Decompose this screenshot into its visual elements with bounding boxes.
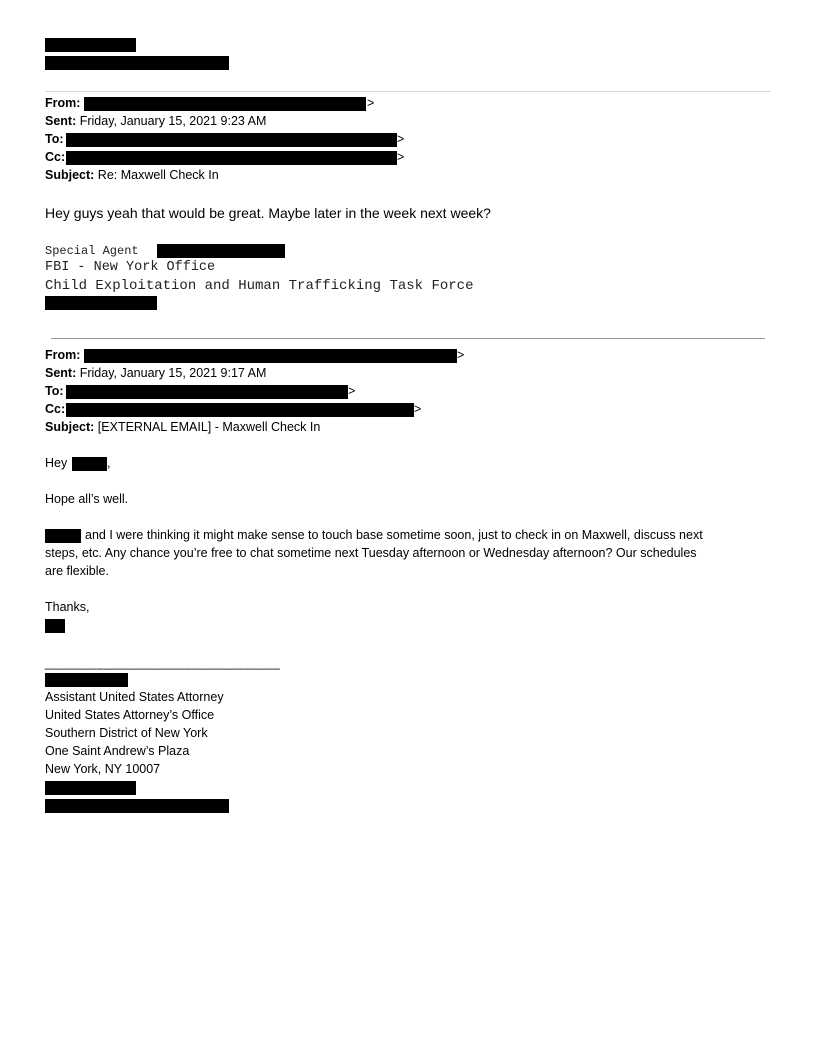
greeting-text: Hey bbox=[45, 456, 68, 470]
redacted-sender-initials bbox=[45, 619, 65, 633]
from-tail: > bbox=[367, 96, 375, 110]
redacted-colleague-name bbox=[45, 529, 81, 543]
signature-task-force: Child Exploitation and Human Trafficking Task Force bbox=[45, 278, 474, 294]
redacted-phone bbox=[45, 781, 136, 795]
cc-label: Cc: bbox=[45, 150, 66, 164]
redacted-email bbox=[45, 799, 229, 813]
orig-from-row bbox=[45, 346, 80, 364]
paragraph-line-2: steps, etc. Any chance you’re free to chat sometime next Tuesday afternoon or Wednesday afternoon? Our schedules bbox=[45, 546, 697, 560]
to-tail: > bbox=[348, 384, 356, 398]
paragraph-line-1: and I were thinking it might make sense to touch base sometime soon, just to check in on Maxwell, discuss next bbox=[85, 528, 703, 542]
from-label: From: bbox=[45, 96, 81, 110]
signature-title: Special Agent bbox=[45, 244, 139, 258]
to-tail: > bbox=[397, 132, 405, 146]
subject-value: [EXTERNAL EMAIL] - Maxwell Check In bbox=[97, 420, 321, 434]
greeting-tail: , bbox=[107, 456, 111, 470]
cc-tail: > bbox=[414, 402, 422, 416]
reply-cc-row bbox=[45, 148, 65, 166]
header-divider bbox=[45, 91, 771, 92]
cc-label: Cc: bbox=[45, 402, 66, 416]
hope-line: Hope all’s well. bbox=[45, 492, 129, 506]
sig-line: Assistant United States Attorney bbox=[45, 690, 224, 704]
signature-office: FBI - New York Office bbox=[45, 260, 216, 275]
orig-sent-row bbox=[45, 364, 266, 382]
redacted-from-address bbox=[84, 349, 457, 363]
sig-line: United States Attorney’s Office bbox=[45, 708, 215, 722]
redacted-to-address bbox=[66, 385, 348, 399]
to-label: To: bbox=[45, 132, 64, 146]
redacted-sender-name bbox=[45, 673, 128, 687]
paragraph-line-3: are flexible. bbox=[45, 564, 109, 578]
message-divider bbox=[51, 338, 765, 339]
redacted-cc-address bbox=[66, 151, 397, 165]
subject-value: Re: Maxwell Check In bbox=[97, 168, 219, 182]
redacted-to-address bbox=[66, 133, 397, 147]
reply-to-row bbox=[45, 130, 64, 148]
redacted-signature-contact bbox=[45, 296, 157, 310]
sig-line: New York, NY 10007 bbox=[45, 762, 161, 776]
redacted-email-header bbox=[45, 56, 229, 70]
reply-sent-row bbox=[45, 112, 266, 130]
sent-value: Friday, January 15, 2021 9:23 AM bbox=[79, 114, 267, 128]
sig-line: Southern District of New York bbox=[45, 726, 208, 740]
orig-cc-row bbox=[45, 400, 65, 418]
redacted-from-address bbox=[84, 97, 366, 111]
redacted-name-header bbox=[45, 38, 136, 52]
from-tail: > bbox=[457, 348, 465, 362]
sent-label: Sent: bbox=[45, 366, 77, 380]
orig-to-row bbox=[45, 382, 64, 400]
subject-label: Subject: bbox=[45, 168, 95, 182]
from-label: From: bbox=[45, 348, 81, 362]
sent-value: Friday, January 15, 2021 9:17 AM bbox=[79, 366, 267, 380]
redacted-cc-address bbox=[66, 403, 414, 417]
subject-label: Subject: bbox=[45, 420, 95, 434]
signature-rule: ________________________________ bbox=[45, 656, 281, 670]
reply-from-row bbox=[45, 94, 80, 112]
greeting bbox=[45, 454, 67, 472]
thanks-line: Thanks, bbox=[45, 600, 90, 614]
sig-line: One Saint Andrew’s Plaza bbox=[45, 744, 190, 758]
orig-subject-row bbox=[45, 418, 320, 436]
sent-label: Sent: bbox=[45, 114, 77, 128]
reply-subject-row bbox=[45, 166, 219, 184]
redacted-recipient-name bbox=[72, 457, 107, 471]
to-label: To: bbox=[45, 384, 64, 398]
reply-body: Hey guys yeah that would be great. Maybe later in the week next week? bbox=[45, 205, 491, 221]
redacted-agent-name bbox=[157, 244, 285, 258]
cc-tail: > bbox=[397, 150, 405, 164]
